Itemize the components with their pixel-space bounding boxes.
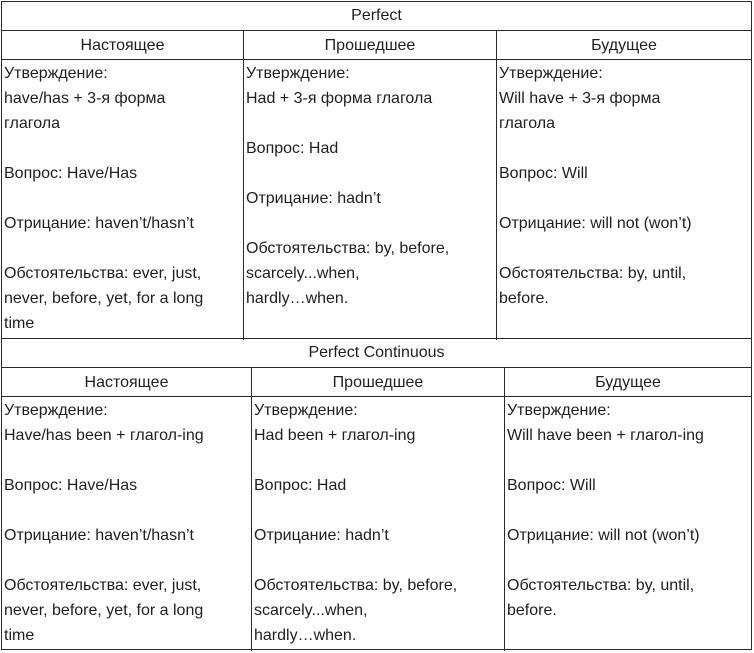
question-text: Вопрос: Had (246, 140, 339, 157)
negative-text: Отрицание: haven’t/hasn’t (4, 215, 194, 232)
adverbs-line: time (4, 627, 35, 644)
adverbs-block (507, 573, 749, 623)
perfect-past-header: Прошедшее (244, 31, 497, 59)
perfect-continuous-title: Perfect Continuous (2, 339, 751, 368)
question-text: Вопрос: Have/Has (4, 165, 138, 182)
perfect-continuous-present-cell (2, 397, 252, 651)
affirmation-line: Will have been + глагол-ing (507, 427, 704, 444)
affirmation-block (4, 398, 249, 448)
perfect-present-header: Настоящее (2, 31, 244, 59)
negative-text: Отрицание: will not (won’t) (499, 215, 692, 232)
adverbs-line: Обстоятельства: ever, just, (4, 577, 202, 594)
perfect-continuous-past-cell (252, 397, 505, 651)
perfect-continuous-future-cell (505, 397, 751, 651)
adverbs-block (246, 236, 494, 311)
adverbs-line: scarcely...when, (254, 602, 368, 619)
affirmation-block (246, 61, 494, 111)
question-text: Вопрос: Will (499, 165, 588, 182)
adverbs-line: never, before, yet, for a long (4, 602, 204, 619)
adverbs-line: before. (499, 290, 549, 307)
question-text: Вопрос: Had (254, 477, 347, 494)
adverbs-line: Обстоятельства: by, until, (499, 265, 687, 282)
adverbs-line: hardly…when. (254, 627, 357, 644)
adverbs-block (4, 261, 241, 336)
perfect-continuous-present-header: Настоящее (2, 368, 252, 396)
perfect-past-cell (244, 60, 497, 340)
adverbs-block (4, 573, 249, 648)
question-text: Вопрос: Will (507, 477, 596, 494)
adverbs-line: Обстоятельства: ever, just, (4, 265, 202, 282)
adverbs-line: time (4, 315, 35, 332)
affirmation-block (499, 61, 749, 136)
affirmation-label: Утверждение: (246, 65, 350, 82)
affirmation-label: Утверждение: (4, 65, 108, 82)
adverbs-line: Обстоятельства: by, before, (246, 240, 450, 257)
negative-text: Отрицание: hadn’t (246, 190, 381, 207)
perfect-continuous-table (1, 338, 752, 650)
adverbs-line: Обстоятельства: by, until, (507, 577, 695, 594)
affirmation-block (4, 61, 241, 136)
negative-text: Отрицание: hadn’t (254, 527, 389, 544)
perfect-future-header: Будущее (591, 37, 657, 54)
perfect-future-cell (497, 60, 751, 340)
perfect-body-row (2, 60, 751, 340)
negative-text: Отрицание: will not (won’t) (507, 527, 700, 544)
affirmation-line: Had been + глагол-ing (254, 427, 416, 444)
affirmation-label: Утверждение: (507, 402, 611, 419)
adverbs-line: never, before, yet, for a long (4, 290, 204, 307)
affirmation-line: Have/has been + глагол-ing (4, 427, 204, 444)
perfect-continuous-header-row (2, 368, 751, 397)
adverbs-line: scarcely...when, (246, 265, 360, 282)
perfect-table (1, 1, 752, 339)
adverbs-block (254, 573, 502, 648)
affirmation-line: have/has + 3-я форма (4, 90, 166, 107)
adverbs-block (499, 261, 749, 311)
affirmation-label: Утверждение: (499, 65, 603, 82)
perfect-continuous-past-header: Прошедшее (252, 368, 505, 396)
affirmation-line: глагола (4, 115, 60, 132)
perfect-header-row (2, 31, 751, 60)
negative-text: Отрицание: haven’t/hasn’t (4, 527, 194, 544)
perfect-continuous-future-header: Будущее (595, 374, 661, 391)
perfect-present-cell (2, 60, 244, 340)
adverbs-line: hardly…when. (246, 290, 349, 307)
affirmation-block (507, 398, 749, 448)
affirmation-label: Утверждение: (4, 402, 108, 419)
question-text: Вопрос: Have/Has (4, 477, 138, 494)
affirmation-line: глагола (499, 115, 555, 132)
affirmation-line: Had + 3-я форма глагола (246, 90, 433, 107)
perfect-title: Perfect (2, 2, 751, 31)
perfect-continuous-body-row (2, 397, 751, 651)
affirmation-label: Утверждение: (254, 402, 358, 419)
affirmation-block (254, 398, 502, 448)
adverbs-line: Обстоятельства: by, before, (254, 577, 458, 594)
affirmation-line: Will have + 3-я форма (499, 90, 661, 107)
adverbs-line: before. (507, 602, 557, 619)
